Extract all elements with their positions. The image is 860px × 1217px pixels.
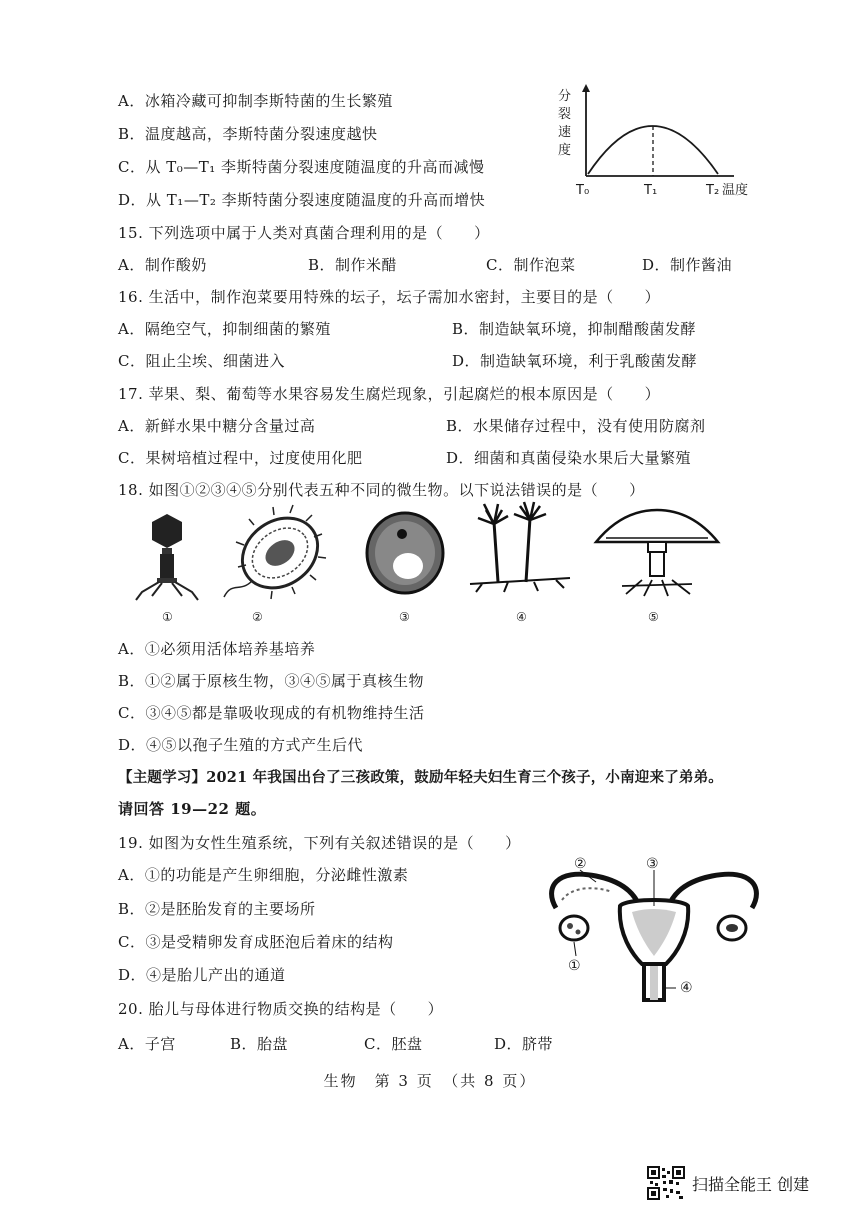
q15-option-c: C．制作泡菜	[486, 256, 576, 274]
q18-option-d: D．④⑤以孢子生殖的方式产生后代	[118, 736, 364, 754]
mold-icon	[464, 502, 576, 594]
q15-option-a: A．制作酸奶	[118, 256, 207, 274]
q18-stem: 18. 如图①②③④⑤分别代表五种不同的微生物。以下说法错误的是（ ）	[118, 481, 645, 499]
y-label-1: 分	[558, 89, 572, 104]
repro-label-4: ④	[680, 980, 693, 996]
microbe-label-5: ⑤	[648, 610, 659, 624]
yeast-cell-icon	[364, 510, 446, 596]
q18-option-a: A．①必须用活体培养基培养	[118, 640, 316, 658]
microbe-label-4: ④	[516, 610, 527, 624]
x-tick-t2: T₂	[706, 183, 720, 198]
q16-option-a: A．隔绝空气，抑制细菌的繁殖	[118, 320, 331, 338]
q14-option-b: B．温度越高，李斯特菌分裂速度越快	[118, 125, 378, 143]
q15-option-b: B．制作米醋	[308, 256, 398, 274]
growth-rate-chart	[556, 84, 766, 204]
q19-stem: 19. 如图为女性生殖系统，下列有关叙述错误的是（ ）	[118, 834, 521, 852]
microbe-label-2: ②	[252, 610, 263, 624]
q18-option-c: C．③④⑤都是靠吸收现成的有机物维持生活	[118, 704, 425, 722]
q14-option-a: A．冰箱冷藏可抑制李斯特菌的生长繁殖	[118, 92, 393, 110]
q14-option-d: D．从 T₁—T₂ 李斯特菌分裂速度随温度的升高而增快	[118, 191, 486, 209]
x-tick-t1: T₁	[644, 183, 658, 198]
q15-options	[118, 254, 758, 274]
bacterium-icon	[222, 507, 332, 603]
q16-option-c: C．阻止尘埃、细菌进入	[118, 352, 285, 370]
y-axis-arrow	[582, 84, 590, 92]
virus-icon	[128, 512, 206, 600]
repro-label-3: ③	[646, 856, 659, 872]
microbe-label-1: ①	[162, 610, 173, 624]
y-label-4: 度	[558, 143, 572, 158]
theme-intro-line-1: 【主题学习】2021 年我国出台了三孩政策，鼓励年轻夫妇生育三个孩子，小南迎来了弟弟。	[118, 769, 724, 786]
q19-option-d: D．④是胎儿产出的通道	[118, 966, 286, 984]
q14-option-c: C．从 T₀—T₁ 李斯特菌分裂速度随温度的升高而减慢	[118, 158, 485, 176]
repro-label-1: ①	[568, 958, 581, 974]
q19-option-a: A．①的功能是产生卵细胞，分泌雌性激素	[118, 866, 409, 884]
x-tick-t0: T₀	[576, 183, 590, 198]
q20-option-d: D．脐带	[494, 1035, 554, 1053]
repro-label-2: ②	[574, 856, 587, 872]
y-label-3: 速	[558, 125, 572, 140]
q20-options	[118, 1033, 598, 1053]
q20-option-b: B．胎盘	[230, 1035, 289, 1053]
q15-option-d: D．制作酱油	[642, 256, 733, 274]
q18-option-b: B．①②属于原核生物，③④⑤属于真核生物	[118, 672, 425, 690]
q17-option-a: A．新鲜水果中糖分含量过高	[118, 417, 316, 435]
q16-stem: 16. 生活中，制作泡菜要用特殊的坛子，坛子需加水密封，主要目的是（ ）	[118, 288, 661, 306]
q16-option-b: B．制造缺氧环境，抑制醋酸菌发酵	[452, 320, 697, 338]
q17-option-b: B．水果储存过程中，没有使用防腐剂	[446, 417, 706, 435]
q19-option-b: B．②是胚胎发育的主要场所	[118, 900, 316, 918]
q20-option-c: C．胚盘	[364, 1035, 423, 1053]
q16-option-d: D．制造缺氧环境，利于乳酸菌发酵	[452, 352, 698, 370]
q15-stem: 15. 下列选项中属于人类对真菌合理利用的是（ ）	[118, 224, 490, 242]
q17-option-c: C．果树培植过程中，过度使用化肥	[118, 449, 363, 467]
q17-option-d: D．细菌和真菌侵染水果后大量繁殖	[446, 449, 692, 467]
scanner-watermark: 扫描全能王 创建	[692, 1175, 810, 1194]
qr-code-icon	[646, 1165, 686, 1201]
microbe-label-3: ③	[399, 610, 410, 624]
q20-stem: 20. 胎儿与母体进行物质交换的结构是（ ）	[118, 1000, 444, 1018]
page-footer: 生物 第 3 页 （共 8 页）	[323, 1072, 537, 1090]
q19-option-c: C．③是受精卵发育成胚泡后着床的结构	[118, 933, 394, 951]
theme-intro-line-2: 请回答 19—22 题。	[118, 800, 267, 818]
q20-option-a: A．子宫	[118, 1035, 176, 1053]
y-label-2: 裂	[558, 107, 572, 122]
x-axis-label: 温度	[722, 183, 749, 198]
mushroom-icon	[592, 508, 722, 598]
q17-stem: 17. 苹果、梨、葡萄等水果容易发生腐烂现象，引起腐烂的根本原因是（ ）	[118, 385, 661, 403]
